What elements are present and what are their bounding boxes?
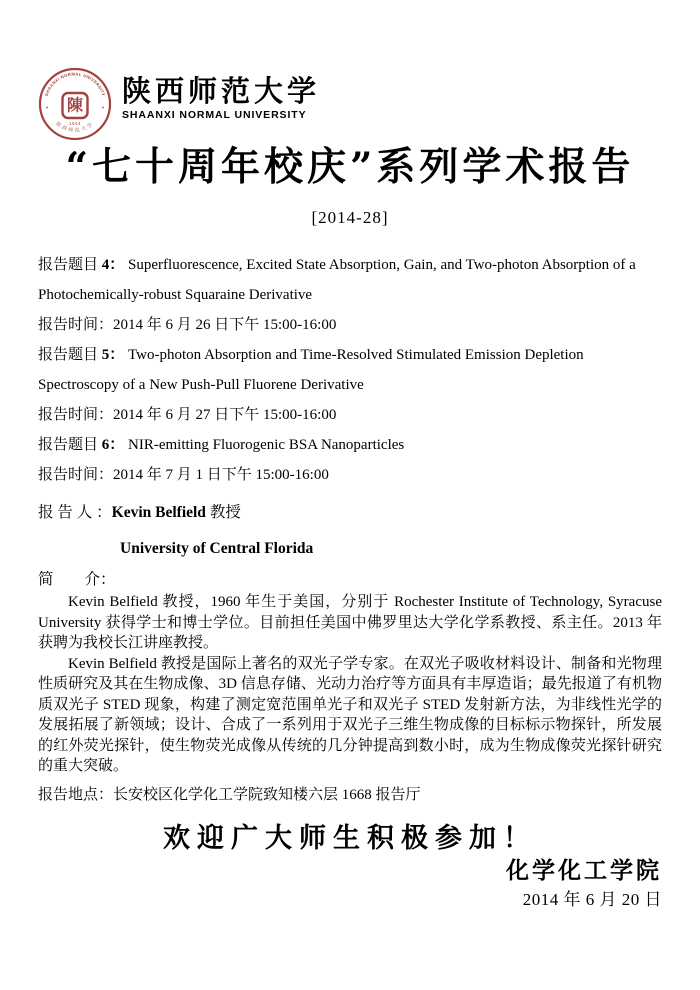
- speaker-affiliation: University of Central Florida: [120, 540, 314, 557]
- lecture-4-time-line: [38, 310, 662, 340]
- lecture-5-title-text: Two-photon Absorption and Time-Resolved Stimulated Emission Depletion Spectroscopy of a New Push-Pull Fluorene Derivative: [38, 347, 584, 393]
- lecture-4-time-label: 报告时间：: [38, 317, 114, 333]
- lecture-5-time-line: [38, 400, 662, 430]
- intro-section-label: 简 介：: [38, 571, 116, 588]
- lecture-5-time-value: 2014 年 6 月 27 日下午 15:00-16:00: [113, 407, 337, 423]
- lecture-5-number: 5：: [101, 347, 125, 363]
- lecture-4-title-text: Superfluorescence, Excited State Absorption, Gain, and Two-photon Absorption of a Photochemically-robust Squaraine Derivative: [38, 257, 636, 303]
- university-name-cn: 陕西师范大学: [122, 74, 321, 108]
- speaker-line: [38, 498, 662, 528]
- speaker-label: 报 告 人 ：: [38, 504, 112, 521]
- lecture-6-number: 6：: [101, 437, 125, 453]
- intro-paragraph-1: Kevin Belfield 教授，1960 年生于美国，分别于 Rochester Institute of Technology, Syracuse University 获得学士和博士学位。目前担任美国中佛罗里达大学化学系教授、系主任。2013 年获聘为我校长江讲座教授。: [38, 594, 662, 651]
- lecture-5-time-label: 报告时间：: [38, 407, 114, 423]
- lecture-6-time-label: 报告时间：: [38, 467, 114, 483]
- seal-character: 陳: [66, 95, 84, 115]
- venue-line: [38, 783, 662, 807]
- venue-text: 长安校区化学化工学院致知楼六层 1668 报告厅: [113, 786, 421, 803]
- lecture-6-title-text: NIR-emitting Fluorogenic BSA Nanoparticles: [128, 437, 405, 453]
- lecture-6-title-line: [38, 430, 662, 460]
- lecture-6-title-label: 报告题目: [38, 437, 99, 453]
- seal-founding-year: 1944: [69, 121, 81, 126]
- page-title: “七十周年校庆”系列学术报告: [65, 144, 635, 190]
- lecture-6-time-value: 2014 年 7 月 1 日下午 15:00-16:00: [113, 467, 329, 483]
- lecture-5-title-label: 报告题目: [38, 347, 99, 363]
- lecture-4-number: 4：: [101, 257, 125, 273]
- seal-right-dot: [102, 107, 104, 109]
- university-seal-logo: [38, 67, 112, 141]
- lecture-list: [38, 250, 662, 490]
- venue-label: 报告地点：: [38, 786, 114, 803]
- welcome-message: 欢迎广大师生积极参加！: [163, 822, 537, 854]
- lecture-4-title-line: [38, 250, 662, 310]
- university-header: [38, 67, 662, 141]
- lecture-5-title-line: [38, 340, 662, 400]
- university-name-en: SHAANXI NORMAL UNIVERSITY: [122, 109, 307, 122]
- seal-arc-bottom-text: 陕西师范大学: [54, 121, 96, 134]
- lecture-4-title-label: 报告题目: [38, 257, 99, 273]
- intro-paragraph-2: Kevin Belfield 教授是国际上著名的双光子学专家。在双光子吸收材料设计、制备和光物理性质研究及其在生物成像、3D 信息存储、光动力治疗等方面具有丰厚造诣；最先报道了有机物质双光子 STED 现象，构建了测定宽范围单光子和双光子 STED 发射新方法，为非线性光学的发展拓展了新领域；设计、合成了一系列用于双光子三维生物成像的目标标示物探针，所发展的红外荧光探针，使生物荧光成像从传统的几分钟提高到数小时，成为生物成像荧光探针研究的重大突破。: [38, 655, 662, 774]
- seal-left-dot: [46, 107, 48, 109]
- signature-department: 化学化工学院: [506, 856, 662, 884]
- seal-arc-top-text: SHAANXI NORMAL UNIVERSITY: [43, 71, 107, 97]
- speaker-name: Kevin Belfield: [111, 504, 206, 521]
- lecture-6-time-line: [38, 460, 662, 490]
- lecture-4-time-value: 2014 年 6 月 26 日下午 15:00-16:00: [113, 317, 337, 333]
- speaker-title-suffix: 教授: [209, 504, 241, 521]
- signature-date: 2014 年 6 月 20 日: [522, 889, 662, 909]
- issue-number: [2014-28]: [311, 208, 389, 227]
- university-name-block: [122, 67, 320, 121]
